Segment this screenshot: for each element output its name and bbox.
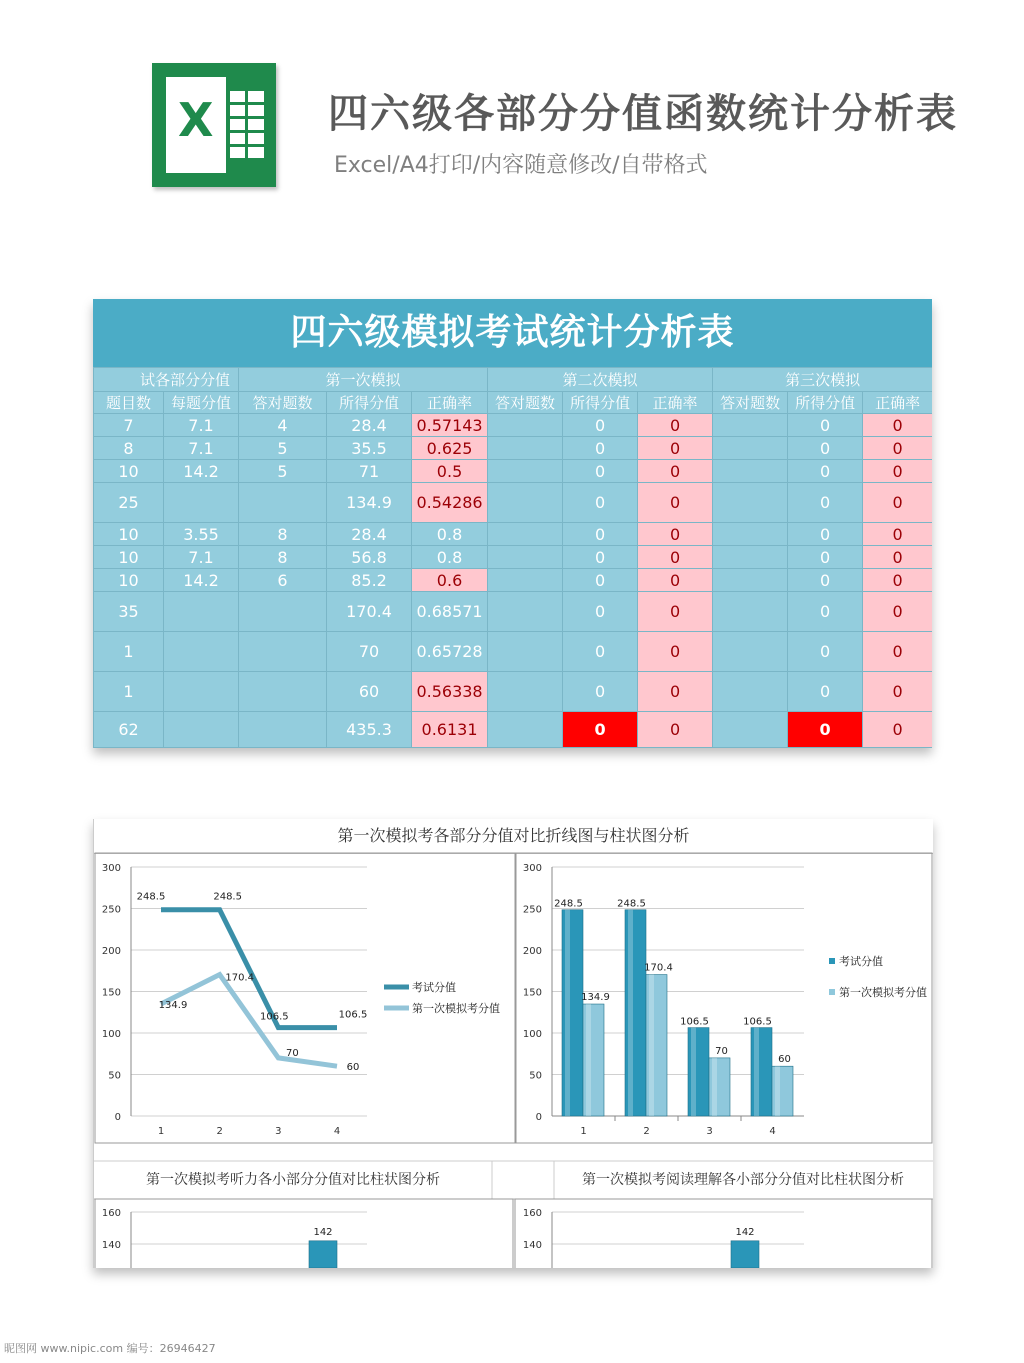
table-cell[interactable]: 0 — [788, 523, 863, 546]
x-tick-label: 2 — [216, 1126, 223, 1137]
bar-highlight — [691, 1028, 696, 1116]
table-cell[interactable]: 0 — [563, 414, 638, 437]
group-header-row — [94, 368, 933, 392]
table-cell[interactable]: 0 — [563, 523, 638, 546]
data-label: 170.4 — [644, 962, 673, 974]
table-cell[interactable] — [488, 712, 563, 748]
table-cell[interactable]: 7.1 — [164, 546, 239, 569]
table-cell[interactable]: 0 — [863, 712, 932, 748]
table-cell[interactable]: 0 — [863, 672, 932, 712]
table-row — [94, 460, 933, 483]
table-cell[interactable]: 0 — [863, 632, 932, 672]
y-tick-label: 100 — [522, 1029, 542, 1040]
y-tick-label: 140 — [101, 1240, 121, 1251]
legend-label: 第一次模拟考分值 — [412, 1002, 500, 1015]
reading-chart-frame — [515, 1199, 932, 1268]
table-row — [94, 569, 933, 592]
table-cell[interactable] — [713, 592, 788, 632]
table-cell[interactable] — [164, 483, 239, 523]
table-cell[interactable] — [713, 523, 788, 546]
table-cell[interactable]: 7 — [94, 414, 164, 437]
table-cell[interactable]: 0 — [863, 523, 932, 546]
group-header-scores: 试各部分分值 — [94, 368, 239, 392]
table-cell[interactable]: 170.4 — [327, 592, 412, 632]
table-cell[interactable]: 0 — [788, 632, 863, 672]
table-cell[interactable]: 0.6 — [412, 569, 488, 592]
column-header: 答对题数 — [239, 392, 327, 414]
table-cell[interactable]: 0 — [563, 546, 638, 569]
table-cell[interactable] — [713, 712, 788, 748]
table-cell[interactable]: 7.1 — [164, 437, 239, 460]
table-cell[interactable]: 0 — [638, 460, 713, 483]
logo-grid-shape — [230, 91, 264, 159]
table-cell[interactable]: 0 — [788, 460, 863, 483]
watermark-footer: 昵图网 www.nipic.com 编号：26946427 — [4, 1342, 216, 1355]
table-cell[interactable]: 0 — [638, 483, 713, 523]
table-cell[interactable] — [488, 414, 563, 437]
table-cell[interactable]: 0.6131 — [412, 712, 488, 748]
y-tick-label: 0 — [535, 1112, 542, 1123]
table-cell[interactable]: 14.2 — [164, 569, 239, 592]
y-tick-label: 50 — [108, 1070, 121, 1082]
table-cell[interactable]: 0 — [638, 414, 713, 437]
mini-bar-charts — [102, 1208, 804, 1268]
table-cell[interactable]: 0 — [563, 483, 638, 523]
data-label: 70 — [715, 1045, 728, 1057]
table-cell[interactable]: 0 — [788, 437, 863, 460]
table-cell[interactable]: 7.1 — [164, 414, 239, 437]
table-cell[interactable]: 5 — [239, 460, 327, 483]
table-cell[interactable]: 10 — [94, 546, 164, 569]
table-cell[interactable]: 28.4 — [327, 523, 412, 546]
table-cell[interactable]: 0 — [638, 437, 713, 460]
table-row — [94, 483, 933, 523]
data-label: 170.4 — [225, 972, 254, 984]
spreadsheet-preview — [93, 299, 932, 748]
x-tick-label: 4 — [769, 1126, 776, 1137]
legend-swatch — [829, 958, 835, 964]
table-cell[interactable]: 14.2 — [164, 460, 239, 483]
x-tick-label: 4 — [333, 1126, 341, 1137]
table-cell[interactable]: 0 — [563, 632, 638, 672]
legend-label: 考试分值 — [412, 981, 456, 994]
x-tick-label: 2 — [643, 1126, 650, 1137]
bar-highlight — [649, 975, 654, 1116]
table-cell[interactable]: 0 — [563, 569, 638, 592]
table-cell[interactable] — [713, 460, 788, 483]
table-cell[interactable]: 71 — [327, 460, 412, 483]
table-cell[interactable]: 56.8 — [327, 546, 412, 569]
data-label: 134.9 — [581, 992, 610, 1004]
table-cell[interactable]: 0 — [788, 569, 863, 592]
table-cell[interactable]: 0 — [788, 712, 863, 748]
table-cell[interactable]: 5 — [239, 437, 327, 460]
group-header-mock-3: 第三次模拟 — [713, 368, 932, 392]
data-label: 70 — [285, 1047, 299, 1059]
y-tick-label: 200 — [522, 946, 542, 957]
table-cell[interactable]: 0 — [563, 712, 638, 748]
bar-highlight — [775, 1066, 780, 1116]
table-cell[interactable] — [713, 414, 788, 437]
table-cell[interactable]: 35.5 — [327, 437, 412, 460]
table-cell[interactable]: 3.55 — [164, 523, 239, 546]
table-cell[interactable] — [239, 632, 327, 672]
column-header: 所得分值 — [327, 392, 412, 414]
table-cell[interactable] — [488, 483, 563, 523]
table-cell[interactable]: 0 — [563, 460, 638, 483]
table-cell[interactable] — [713, 632, 788, 672]
table-cell[interactable]: 10 — [94, 523, 164, 546]
y-tick-label: 50 — [529, 1070, 542, 1082]
group-header-mock-2: 第二次模拟 — [488, 368, 713, 392]
bar-highlight — [754, 1028, 759, 1116]
column-header: 正确率 — [412, 392, 488, 414]
bar-highlight — [565, 910, 570, 1116]
table-cell[interactable]: 4 — [239, 414, 327, 437]
data-label: 134.9 — [158, 1000, 188, 1012]
charts-panel — [93, 819, 933, 1268]
line-chart — [102, 863, 500, 1137]
table-cell[interactable]: 62 — [94, 712, 164, 748]
table-cell[interactable]: 0 — [863, 569, 932, 592]
y-tick-label: 0 — [114, 1112, 121, 1123]
table-cell[interactable] — [239, 672, 327, 712]
table-cell[interactable]: 1 — [94, 672, 164, 712]
data-label: 106.5 — [338, 1009, 368, 1021]
bar — [731, 1241, 759, 1268]
table-cell[interactable]: 134.9 — [327, 483, 412, 523]
table-cell[interactable]: 0 — [863, 460, 932, 483]
column-header: 答对题数 — [713, 392, 788, 414]
table-row — [94, 437, 933, 460]
table-cell[interactable]: 0.68571 — [412, 592, 488, 632]
table-cell[interactable] — [164, 712, 239, 748]
table-cell[interactable]: 0.57143 — [412, 414, 488, 437]
table-cell[interactable]: 0.56338 — [412, 672, 488, 712]
x-tick-label: 1 — [580, 1126, 587, 1137]
column-header: 正确率 — [863, 392, 932, 414]
bar-chart — [523, 863, 927, 1137]
legend-label: 考试分值 — [839, 955, 883, 968]
page-title: 四六级各部分分值函数统计分析表 — [328, 91, 958, 137]
bar-highlight — [712, 1058, 717, 1116]
series-line — [158, 910, 337, 1028]
table-cell[interactable]: 0.625 — [412, 437, 488, 460]
table-cell[interactable]: 0 — [563, 592, 638, 632]
data-label: 106.5 — [680, 1016, 709, 1028]
table-cell[interactable]: 85.2 — [327, 569, 412, 592]
data-label: 142 — [313, 1226, 333, 1238]
table-cell[interactable]: 10 — [94, 569, 164, 592]
column-header: 答对题数 — [488, 392, 563, 414]
table-cell[interactable]: 0 — [788, 592, 863, 632]
table-row — [94, 632, 933, 672]
table-cell[interactable]: 0.8 — [412, 523, 488, 546]
data-table — [93, 367, 932, 748]
table-cell[interactable] — [488, 546, 563, 569]
table-cell[interactable] — [488, 569, 563, 592]
table-cell[interactable]: 8 — [239, 523, 327, 546]
table-row — [94, 523, 933, 546]
table-cell[interactable] — [164, 672, 239, 712]
series-line — [158, 972, 337, 1067]
x-tick-label: 1 — [157, 1126, 165, 1137]
column-header: 正确率 — [638, 392, 713, 414]
y-tick-label: 300 — [101, 863, 121, 874]
table-cell[interactable]: 25 — [94, 483, 164, 523]
x-tick-label: 3 — [706, 1126, 713, 1137]
sheet-title: 四六级模拟考试统计分析表 — [93, 299, 932, 367]
y-tick-label: 300 — [522, 863, 542, 874]
bar-highlight — [628, 910, 633, 1116]
table-cell[interactable] — [239, 483, 327, 523]
data-label: 248.5 — [136, 891, 166, 903]
group-header-mock-1: 第一次模拟 — [239, 368, 488, 392]
reading-chart-title: 第一次模拟考阅读理解各小部分分值对比柱状图分析 — [582, 1172, 904, 1188]
table-cell[interactable] — [239, 712, 327, 748]
table-cell[interactable]: 6 — [239, 569, 327, 592]
x-tick-label: 3 — [275, 1126, 282, 1137]
y-tick-label: 100 — [101, 1029, 121, 1040]
table-cell[interactable]: 70 — [327, 632, 412, 672]
column-header: 所得分值 — [788, 392, 863, 414]
table-cell[interactable]: 0 — [863, 414, 932, 437]
table-cell[interactable] — [488, 523, 563, 546]
data-label: 106.5 — [743, 1016, 772, 1028]
listening-chart-title: 第一次模拟考听力各小部分分值对比柱状图分析 — [146, 1172, 440, 1188]
listening-chart-frame — [95, 1199, 513, 1268]
table-cell[interactable]: 8 — [94, 437, 164, 460]
page-subtitle: Excel/A4打印/内容随意修改/自带格式 — [334, 153, 708, 178]
table-cell[interactable]: 0 — [863, 546, 932, 569]
table-cell[interactable]: 0 — [638, 672, 713, 712]
table-cell[interactable] — [713, 546, 788, 569]
table-cell[interactable] — [713, 437, 788, 460]
table-cell[interactable]: 0 — [638, 592, 713, 632]
table-cell[interactable] — [488, 592, 563, 632]
table-cell[interactable]: 0 — [788, 414, 863, 437]
table-cell[interactable] — [713, 483, 788, 523]
table-row — [94, 592, 933, 632]
y-tick-label: 140 — [522, 1240, 542, 1251]
table-cell[interactable] — [713, 569, 788, 592]
table-cell[interactable]: 0 — [788, 546, 863, 569]
bar — [309, 1241, 337, 1268]
table-cell[interactable] — [488, 672, 563, 712]
table-row — [94, 712, 933, 748]
table-cell[interactable]: 435.3 — [327, 712, 412, 748]
table-cell[interactable]: 35 — [94, 592, 164, 632]
table-cell[interactable] — [488, 460, 563, 483]
table-cell[interactable]: 0 — [638, 523, 713, 546]
legend-swatch — [829, 989, 835, 995]
table-cell[interactable] — [713, 672, 788, 712]
y-tick-label: 150 — [522, 987, 542, 999]
table-cell[interactable]: 28.4 — [327, 414, 412, 437]
data-label: 248.5 — [554, 898, 583, 910]
table-row — [94, 672, 933, 712]
table-cell[interactable]: 60 — [327, 672, 412, 712]
data-label: 60 — [346, 1062, 360, 1074]
table-cell[interactable]: 0.5 — [412, 460, 488, 483]
table-cell[interactable] — [488, 437, 563, 460]
table-row — [94, 546, 933, 569]
data-label: 106.5 — [260, 1011, 289, 1023]
table-cell[interactable]: 8 — [239, 546, 327, 569]
y-tick-label: 160 — [101, 1208, 121, 1219]
table-cell[interactable]: 1 — [94, 632, 164, 672]
table-cell[interactable]: 0 — [863, 437, 932, 460]
legend-label: 第一次模拟考分值 — [839, 986, 927, 999]
table-cell[interactable]: 0 — [638, 632, 713, 672]
data-label: 248.5 — [617, 898, 646, 910]
data-label: 142 — [735, 1226, 755, 1238]
table-cell[interactable]: 0 — [638, 546, 713, 569]
column-header: 题目数 — [94, 392, 164, 414]
column-header: 所得分值 — [563, 392, 638, 414]
charts-title: 第一次模拟考各部分分值对比折线图与柱状图分析 — [94, 819, 933, 854]
data-label: 60 — [778, 1054, 791, 1066]
table-cell[interactable] — [164, 632, 239, 672]
y-tick-label: 150 — [101, 987, 121, 999]
table-cell[interactable]: 0.65728 — [412, 632, 488, 672]
table-cell[interactable]: 10 — [94, 460, 164, 483]
table-cell[interactable] — [164, 592, 239, 632]
table-row — [94, 414, 933, 437]
charts-canvas — [94, 819, 933, 1268]
table-cell[interactable]: 0 — [788, 483, 863, 523]
logo-letter: X — [178, 93, 214, 147]
table-cell[interactable]: 0 — [638, 712, 713, 748]
table-cell[interactable] — [488, 632, 563, 672]
data-label: 248.5 — [213, 891, 242, 903]
y-tick-label: 250 — [101, 904, 121, 916]
excel-logo-icon — [152, 63, 276, 187]
column-header: 每题分值 — [164, 392, 239, 414]
table-cell[interactable]: 0 — [563, 437, 638, 460]
table-cell[interactable]: 0 — [863, 592, 932, 632]
y-tick-label: 200 — [101, 946, 121, 957]
table-cell[interactable] — [239, 592, 327, 632]
table-cell[interactable]: 0 — [788, 672, 863, 712]
column-header-row — [94, 392, 933, 414]
table-cell[interactable]: 0 — [638, 569, 713, 592]
table-cell[interactable]: 0.54286 — [412, 483, 488, 523]
bar-highlight — [586, 1004, 591, 1116]
table-cell[interactable]: 0 — [563, 672, 638, 712]
y-tick-label: 160 — [522, 1208, 542, 1219]
table-cell[interactable]: 0 — [863, 483, 932, 523]
y-tick-label: 250 — [522, 904, 542, 916]
table-cell[interactable]: 0.8 — [412, 546, 488, 569]
